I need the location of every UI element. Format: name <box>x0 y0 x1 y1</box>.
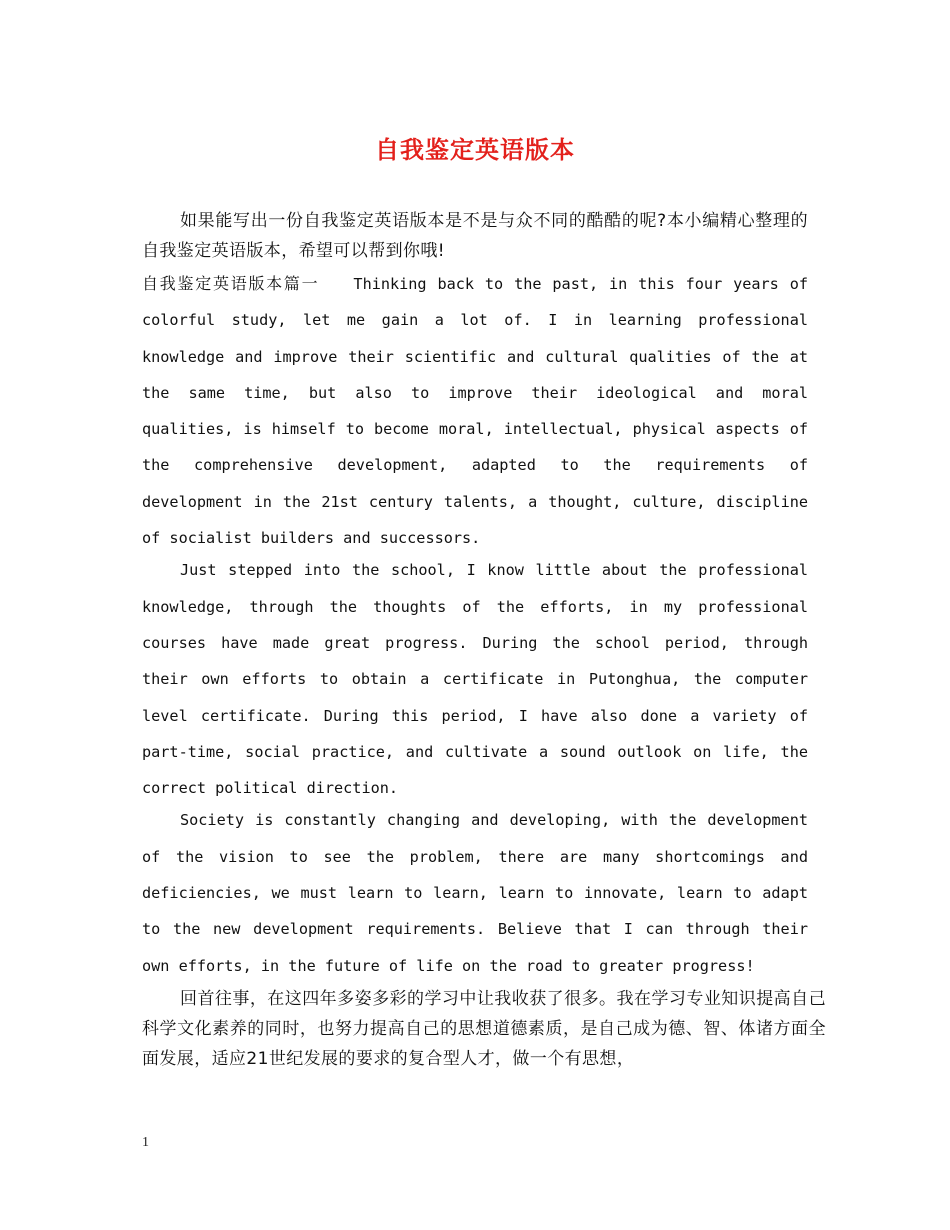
english-paragraph-2: Just stepped into the school, I know little about the professional knowledge, through the thoughts of the efforts, in my professional courses have made great progress. During the school period, through their own efforts to obtain a certificate in Putonghua, the computer level certificate. During this period, I have also done a variety of part-time, social practice, and cultivate a sound outlook on life, the correct political direction. <box>142 561 808 798</box>
page-number: 1 <box>142 1135 149 1150</box>
document-body <box>142 206 826 1074</box>
english-paragraph-3: Society is constantly changing and developing, with the development of the vision to see the problem, there are many shortcomings and deficiencies, we must learn to learn, learn to innovate, learn to adapt to the new development requirements. Believe that I can through their own efforts, in the future of life on the road to greater progress! <box>142 811 808 975</box>
document-title: 自我鉴定英语版本 <box>375 136 575 164</box>
section-label: 自我鉴定英语版本篇一 <box>142 274 320 293</box>
intro-paragraph: 如果能写出一份自我鉴定英语版本是不是与众不同的酷酷的呢?本小编精心整理的自我鉴定英语版本，希望可以帮到你哦! <box>142 211 808 261</box>
english-paragraph-1 <box>142 266 808 556</box>
chinese-paragraph: 回首往事，在这四年多姿多彩的学习中让我收获了很多。我在学习专业知识提高自己科学文化素养的同时，也努力提高自己的思想道德素质，是自己成为德、智、体诸方面全面发展，适应21世纪发展的要求的复合型人才，做一个有思想， <box>142 988 826 1069</box>
english-paragraph-1-text: Thinking back to the past, in this four years of colorful study, let me gain a lot of. I in learning professional knowledge and improve their scientific and cultural qualities of the at the same time, but also to improve their ideological and moral qualities, is himself to become moral, intellectual, physical aspects of the comprehensive development, adapted to the requirements of development in the 21st century talents, a thought, culture, discipline of socialist builders and successors. <box>142 275 808 548</box>
